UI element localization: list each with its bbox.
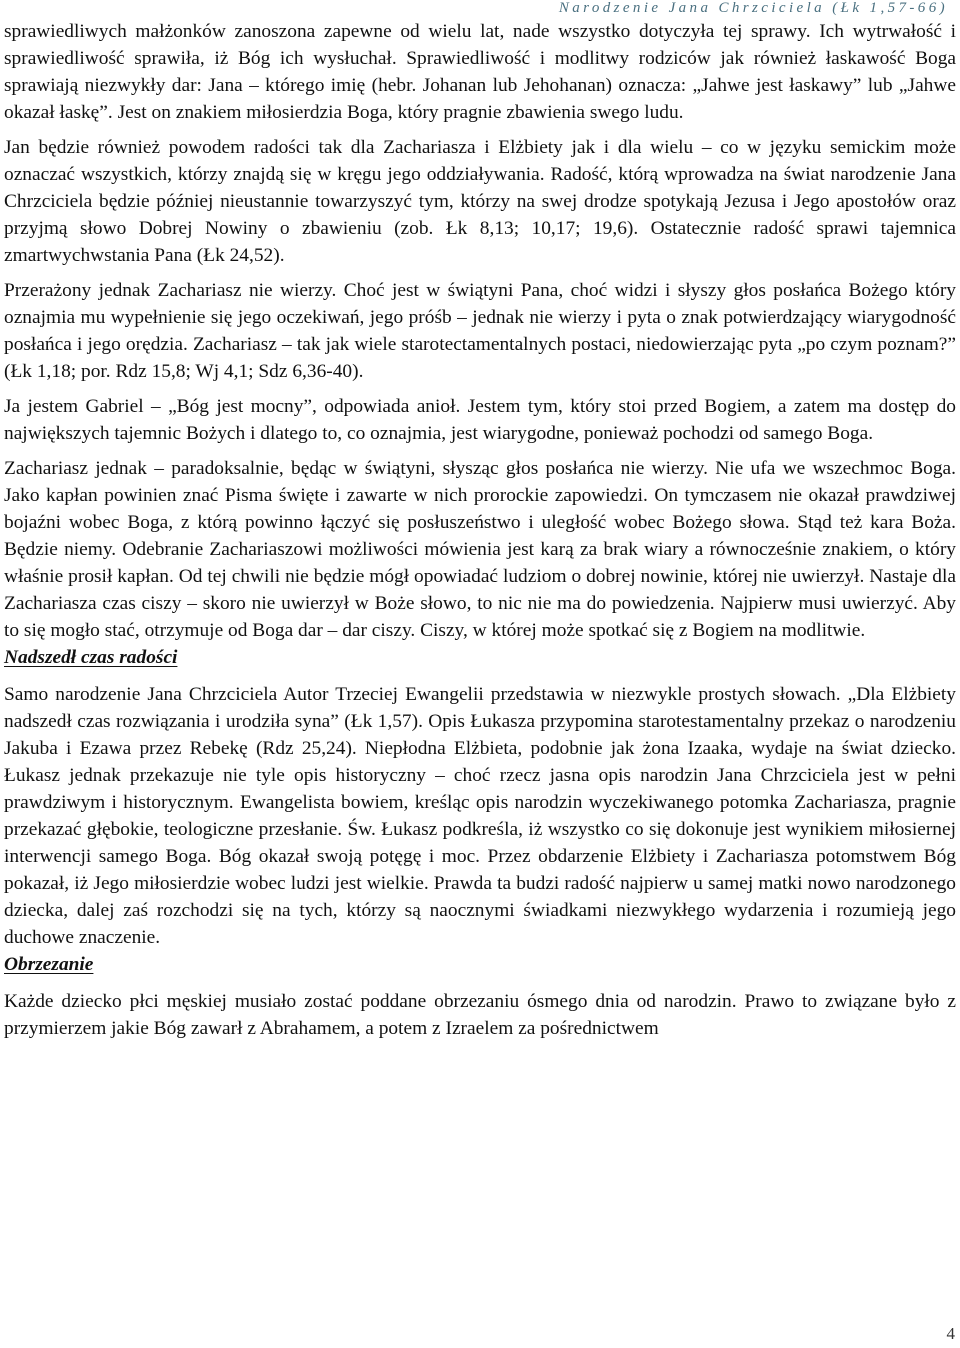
- section-heading-obrzezanie: Obrzezanie: [4, 954, 94, 975]
- page-number: 4: [946, 1324, 955, 1343]
- section-heading-nadszedl-czas-radosci: Nadszedł czas radości: [4, 647, 178, 668]
- paragraph-3: Przerażony jednak Zachariasz nie wierzy. Choć jest w świątyni Pana, choć widzi i słyszy głos posłańca Bożego który oznajmia mu wypełnienie się jego oczekiwań, jego próśb – jednak nie wierzy i pyta o znak potwierdzający wiarygodność posłańca i jego orędzia. Zachariasz – tak jak wiele staroteсtamentalnych postaci, niedowierzając pyta „po czym poznam?” (Łk 1,18; por. Rdz 15,8; Wj 4,1; Sdz 6,36-40).: [4, 280, 956, 382]
- paragraph-7: Każde dziecko płci męskiej musiało zostać poddane obrzezaniu ósmego dnia od narodzin. Prawo to związane było z przymierzem jakie Bóg zawarł z Abrahamem, a potem z Izraelem za pośrednictwem: [4, 991, 956, 1039]
- paragraph-2: Jan będzie również powodem radości tak dla Zachariasza i Elżbiety jak i dla wielu – co w języku semickim może oznaczać wszystkich, którzy znajdą się w kręgu jego oddziaływania. Radość, którą wprowadza na świat narodzenie Jana Chrzciciela będzie później nieustannie towarzyszyć tym, którzy na swej drodze spotykają Jezusa i Jego apostołów oraz przyjmą słowo Dobrej Nowiny o zbawieniu (zob. Łk 8,13; 10,17; 19,6). Ostatecznie radość sprawi tajemnica zmartwychwstania Pana (Łk 24,52).: [4, 137, 956, 266]
- paragraph-4: Ja jestem Gabriel – „Bóg jest mocny”, odpowiada anioł. Jestem tym, który stoi przed Bogiem, a zatem ma dostęp do największych tajemnic Bożych i dlatego to, co oznajmia, jest wiarygodne, ponieważ pochodzi od samego Boga.: [4, 396, 956, 444]
- paragraph-5: Zachariasz jednak – paradoksalnie, będąc w świątyni, słysząc głos posłańca nie wierzy. Nie ufa we wszechmoc Boga. Jako kapłan powinien znać Pisma święte i zawarte w nich prorockie zapowiedzi. On tymczasem nie okazał prawdziwej bojaźni wobec Boga, z którą powinno łączyć się posłuszeństwo i uległość wobec Bożego słowa. Stąd też kara Boża. Będzie niemy. Odebranie Zachariaszowi możliwości mówienia jest karą za brak wiary a równocześnie znakiem, o który właśnie prosił kapłan. Od tej chwili nie będzie mógł opowiadać ludziom o dobrej nowinie, której nie uwierzył. Nastaje dla Zachariasza czas ciszy – skoro nie uwierzył w Boże słowo, to nic nie ma do powiedzenia. Najpierw musi uwierzyć. Aby to się mogło stać, otrzymuje od Boga dar – dar ciszy. Ciszy, w której może spotkać się z Bogiem na modlitwie.: [4, 458, 956, 641]
- running-header: Narodzenie Jana Chrzciciela (Łk 1,57-66): [558, 0, 948, 16]
- document-body: [4, 18, 956, 1042]
- paragraph-1: sprawiedliwych małżonków zanoszona zapewne od wielu lat, nade wszystko dotyczyła tej sprawy. Ich wytrwałość i sprawiedliwość sprawiła, iż Bóg ich wysłuchał. Sprawiedliwość i modlitwy rodziców jak również łaskawość Boga sprawiają niezwykły dar: Jana – którego imię (hebr. Johanan lub Jehohanan) oznacza: „Jahwe jest łaskawy” lub „Jahwe okazał łaskę”. Jest on znakiem miłosierdzia Boga, który pragnie zbawienia swego ludu.: [4, 21, 956, 123]
- paragraph-6: Samo narodzenie Jana Chrzciciela Autor Trzeciej Ewangelii przedstawia w niezwykle prostych słowach. „Dla Elżbiety nadszedł czas rozwiązania i urodziła syna” (Łk 1,57). Opis Łukasza przypomina starotestamentalny przekaz o narodzeniu Jakuba i Ezawa przez Rebekę (Rdz 25,24). Niepłodna Elżbieta, podobnie jak żona Izaaka, wydaje na świat dziecko. Łukasz jednak przekazuje nie tyle opis historyczny – choć rzecz jasna opis narodzin Jana Chrzciciela jest w pełni prawdziwym i historycznym. Ewangelista bowiem, kreśląc opis narodzin wyczekiwanego potomka Zachariasza, pragnie przekazać głębokie, teologiczne przesłanie. Św. Łukasz podkreśla, iż wszystko co się dokonuje jest wynikiem miłosiernej interwencji samego Boga. Bóg okazał swoją potęgę i moc. Przez obdarzenie Elżbiety i Zachariasza potomstwem Bóg pokazał, iż Jego miłosierdzie wobec ludzi jest wielkie. Prawda ta budzi radość najpierw u samej matki nowo narodzonego dziecka, dalej zaś rozchodzi się na tych, którzy są naocznymi świadkami niezwykłego wydarzenia i rozumieją jego duchowe znaczenie.: [4, 684, 956, 948]
